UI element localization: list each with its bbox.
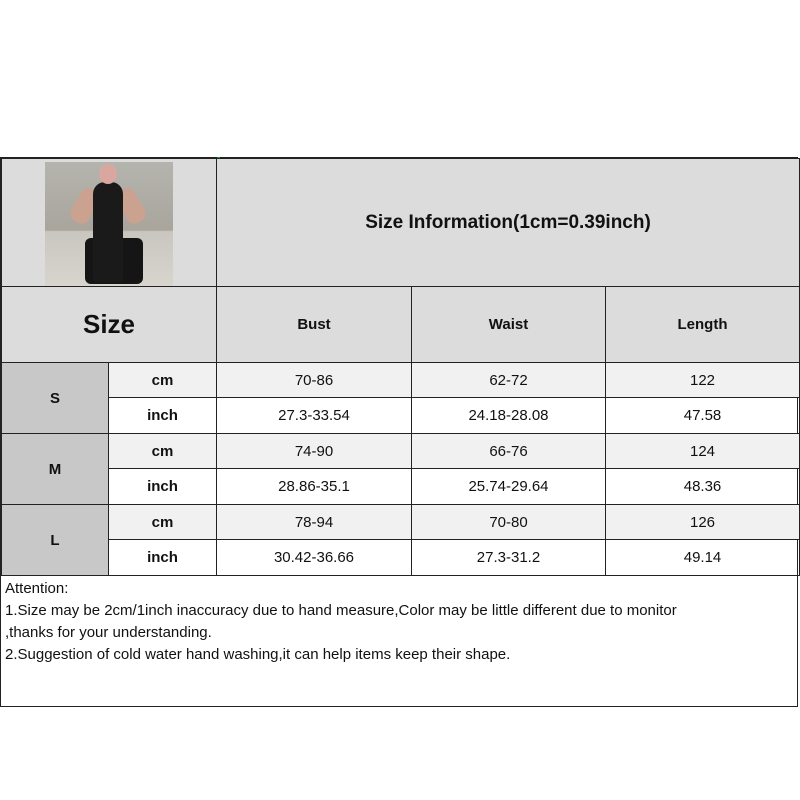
size-chart [0,157,798,707]
attention-notes [5,578,795,666]
bust-value: 28.86-35.1 [217,469,412,505]
waist-value: 25.74-29.64 [412,469,606,505]
table-row [2,398,800,434]
column-header-bust: Bust [217,287,412,363]
length-value: 47.58 [606,398,800,434]
waist-value: 27.3-31.2 [412,540,606,576]
product-photo-cell [2,159,217,287]
table-row [2,363,800,398]
waist-value: 62-72 [412,363,606,398]
page-title: Size Information(1cm=0.39inch) [365,211,651,233]
length-value: 48.36 [606,469,800,505]
table-row [2,434,800,469]
waist-value: 66-76 [412,434,606,469]
length-value: 122 [606,363,800,398]
table-row [2,540,800,576]
column-header-waist: Waist [412,287,606,363]
unit-cell: cm [109,434,217,469]
bust-value: 74-90 [217,434,412,469]
bust-value: 30.42-36.66 [217,540,412,576]
size-name-s: S [2,363,109,434]
bust-value: 70-86 [217,363,412,398]
size-table [1,158,800,576]
length-value: 126 [606,505,800,540]
bust-value: 27.3-33.54 [217,398,412,434]
table-row [2,505,800,540]
waist-value: 70-80 [412,505,606,540]
bust-value: 78-94 [217,505,412,540]
unit-cell: inch [109,540,217,576]
length-value: 124 [606,434,800,469]
title-cell [217,159,800,287]
size-name-l: L [2,505,109,576]
note-line: ,thanks for your understanding. [5,624,212,641]
column-header-length: Length [606,287,800,363]
product-photo [45,162,173,286]
header-row [2,287,800,363]
unit-cell: inch [109,398,217,434]
note-line: 2.Suggestion of cold water hand washing,it can help items keep their shape. [5,646,511,663]
title-row [2,159,800,287]
unit-cell: cm [109,505,217,540]
size-header: Size [82,309,136,339]
unit-cell: inch [109,469,217,505]
notes-heading: Attention: [5,580,69,597]
size-name-m: M [2,434,109,505]
unit-cell: cm [109,363,217,398]
note-line: 1.Size may be 2cm/1inch inaccuracy due to hand measure,Color may be little different due to monitor [5,602,677,619]
length-value: 49.14 [606,540,800,576]
waist-value: 24.18-28.08 [412,398,606,434]
size-header-cell [2,287,217,363]
table-row [2,469,800,505]
